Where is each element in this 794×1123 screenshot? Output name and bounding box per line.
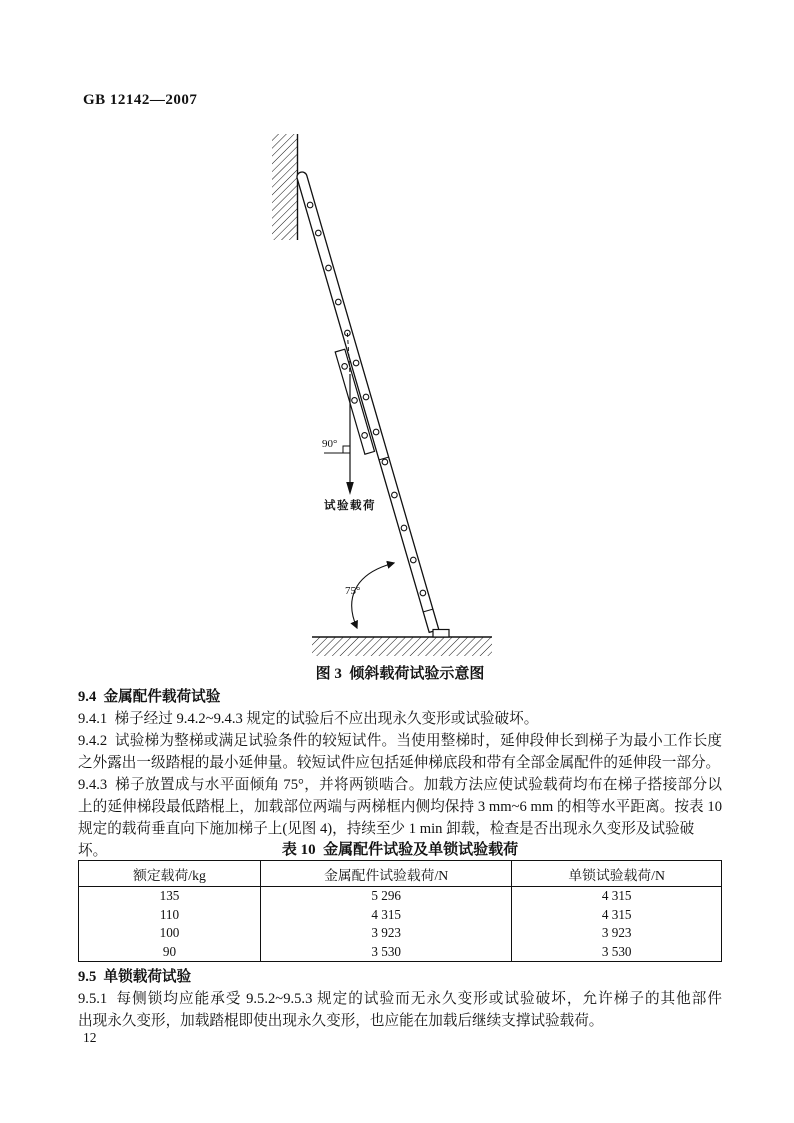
- cell: 4 315: [512, 906, 722, 925]
- cell: 135: [159, 888, 180, 904]
- table-row: [79, 943, 722, 962]
- heading-9-5: 9.5 单锁载荷试验: [78, 969, 192, 985]
- table-caption: 表 10 金属配件试验及单锁试验载荷: [281, 842, 519, 858]
- cell: 90: [162, 943, 177, 959]
- clause-9-4-1: 9.4.1 梯子经过 9.4.2~9.4.3 规定的试验后不应出现永久变形或试验破坏。: [78, 711, 539, 727]
- table-row: [79, 924, 722, 943]
- clause-9-4-3-line2: 上的延伸梯段最低踏棍上，加载部位两端与两梯框内侧均保持 3 mm~6 mm 的相等水平距离。按表 10: [78, 799, 722, 815]
- clause-9-4-2-line1: 9.4.2 试验梯为整梯或满足试验条件的较短试件。当使用整梯时，延伸段伸长到梯子为最小工作长度: [78, 733, 722, 749]
- col-header-rated-load: 额定载荷/kg: [79, 861, 261, 887]
- cell: 3 923: [512, 924, 722, 943]
- clause-9-4-3-line3: 规定的载荷垂直向下施加梯子上(见图 4)，持续至少 1 min 卸载，检查是否出现永久变形及试验破坏。: [78, 821, 695, 859]
- clause-9-5-1-line2: 出现永久变形，加载踏棍即使出现永久变形，也应能在加载后继续支撑试验载荷。: [78, 1013, 604, 1029]
- section-9-5: [78, 966, 722, 1032]
- angle-90-label: 90°: [322, 438, 338, 450]
- cell: 5 296: [260, 887, 511, 906]
- heading-9-4: 9.4 金属配件载荷试验: [78, 689, 221, 705]
- figure-ladder-diagram: [225, 120, 515, 665]
- cell: 3 530: [512, 943, 722, 962]
- table-row: [79, 887, 722, 906]
- clause-9-5-1-line1: 9.5.1 每侧锁均应能承受 9.5.2~9.5.3 规定的试验而无永久变形或试验破坏，允许梯子的其他部件: [78, 991, 722, 1007]
- col-header-fitting-test-load: 金属配件试验载荷/N: [260, 861, 511, 887]
- col-header-single-lock-test-load: 单锁试验载荷/N: [512, 861, 722, 887]
- cell: 110: [159, 906, 180, 922]
- table-header-row: [79, 861, 722, 887]
- clause-9-4-2-line2: 之外露出一级踏棍的最小延伸量。较短试件应包括延伸梯底段和带有全部金属配件的延伸段一部分。: [78, 755, 721, 771]
- test-load-label: 试验载荷: [324, 500, 376, 512]
- cell: 100: [159, 925, 180, 941]
- cell: 4 315: [260, 906, 511, 925]
- page-number: 12: [83, 1030, 97, 1045]
- ladder-main-section: [297, 172, 439, 632]
- clause-9-4-3-line1: 9.4.3 梯子放置成与水平面倾角 75°，并将两锁啮合。加载方法应使试验载荷均布在梯子搭接部分以: [78, 777, 722, 793]
- cell: 3 923: [260, 924, 511, 943]
- wall-hatching: [272, 134, 298, 240]
- table-10-loads: [78, 860, 722, 962]
- figure-caption: 图 3 倾斜载荷试验示意图: [315, 666, 485, 682]
- ground-hatching: [312, 637, 492, 656]
- standard-code: GB 12142—2007: [83, 92, 198, 108]
- table-row: [79, 906, 722, 925]
- cell: 3 530: [260, 943, 511, 962]
- cell: 4 315: [512, 887, 722, 906]
- ladder-foot: [433, 630, 449, 638]
- angle-75-label: 75°: [345, 585, 361, 597]
